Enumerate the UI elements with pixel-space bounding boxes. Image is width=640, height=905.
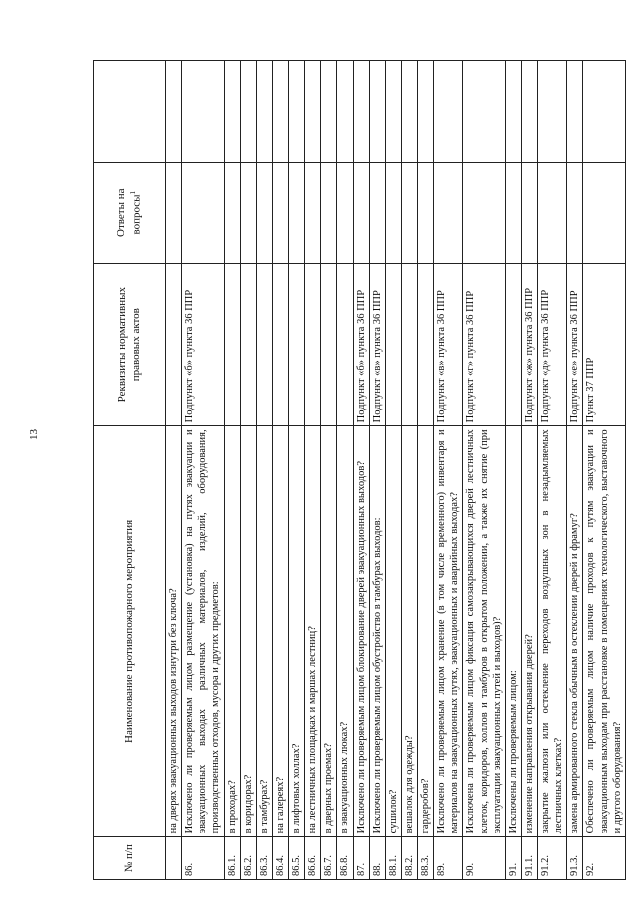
row-answer-cell <box>256 162 272 263</box>
table-row <box>337 61 353 880</box>
row-measure-text: Исключена ли проверяемым лицом фиксация самозакрывающихся дверей лестничных клеток, коридоров, холлов и тамбуров в открытом положении, а также их снятие (при эксплуатации эвакуационных путей и выходов)? <box>463 426 505 837</box>
header-name: Наименование противопожарного мероприятия <box>94 426 166 837</box>
table-row <box>305 61 321 880</box>
row-number: 86.1. <box>224 837 240 880</box>
row-number: 86.7. <box>321 837 337 880</box>
row-answer-cell <box>321 162 337 263</box>
row-measure-text: в эвакуационных люках? <box>337 426 353 837</box>
row-answer-cell <box>240 162 256 263</box>
row-extra-cell <box>434 61 463 163</box>
row-number: 92. <box>583 837 625 880</box>
row-extra-cell <box>224 61 240 163</box>
row-requisites <box>166 264 182 426</box>
row-number: 86.8. <box>337 837 353 880</box>
row-requisites: Подпункт «г» пункта 36 ППР <box>463 264 505 426</box>
row-extra-cell <box>337 61 353 163</box>
table-row <box>463 61 505 880</box>
row-extra-cell <box>182 61 224 163</box>
row-number: 88.2. <box>401 837 417 880</box>
table-row <box>583 61 625 880</box>
table-row <box>321 61 337 880</box>
row-requisites <box>289 264 305 426</box>
row-number: 88.1. <box>385 837 401 880</box>
row-extra-cell <box>538 61 567 163</box>
row-extra-cell <box>166 61 182 163</box>
row-measure-text: закрытие жалюзи или остекление переходов воздушных зон в незадымляемых лестничных клетках? <box>538 426 567 837</box>
header-num: № п/п <box>94 837 166 880</box>
row-answer-cell <box>353 162 369 263</box>
row-measure-text: на дверях эвакуационных выходов изнутри без ключа? <box>166 426 182 837</box>
row-measure-text: в лифтовых холлах? <box>289 426 305 837</box>
row-answer-cell <box>505 162 521 263</box>
row-requisites: Подпункт «в» пункта 36 ППР <box>369 264 385 426</box>
row-number: 91.2. <box>538 837 567 880</box>
row-answer-cell <box>289 162 305 263</box>
table-row <box>434 61 463 880</box>
row-extra-cell <box>463 61 505 163</box>
row-number: 91.1. <box>521 837 537 880</box>
table-row <box>385 61 401 880</box>
row-requisites: Подпункт «д» пункта 36 ППР <box>538 264 567 426</box>
row-extra-cell <box>321 61 337 163</box>
row-requisites <box>337 264 353 426</box>
rotated-page-content <box>93 60 623 880</box>
row-measure-text: гардеробов? <box>418 426 434 837</box>
table-row <box>369 61 385 880</box>
row-extra-cell <box>583 61 625 163</box>
row-requisites <box>401 264 417 426</box>
table-row <box>272 61 288 880</box>
row-requisites: Подпункт «б» пункта 36 ППР <box>353 264 369 426</box>
row-answer-cell <box>272 162 288 263</box>
row-answer-cell <box>583 162 625 263</box>
row-measure-text: в тамбурах? <box>256 426 272 837</box>
row-answer-cell <box>385 162 401 263</box>
row-number: 86.3. <box>256 837 272 880</box>
row-number: 87. <box>353 837 369 880</box>
row-answer-cell <box>418 162 434 263</box>
row-measure-text: замена армированного стекла обычным в остеклении дверей и фрамуг? <box>567 426 583 837</box>
row-answer-cell <box>166 162 182 263</box>
table-row <box>401 61 417 880</box>
row-extra-cell <box>305 61 321 163</box>
row-answer-cell <box>182 162 224 263</box>
row-requisites <box>256 264 272 426</box>
row-number: 91. <box>505 837 521 880</box>
row-requisites <box>272 264 288 426</box>
row-measure-text: на галереях? <box>272 426 288 837</box>
row-answer-cell <box>305 162 321 263</box>
row-requisites <box>418 264 434 426</box>
row-answer-cell <box>463 162 505 263</box>
table-header-row <box>94 61 166 880</box>
row-requisites <box>321 264 337 426</box>
row-measure-text: сушилок? <box>385 426 401 837</box>
header-extra <box>94 61 166 163</box>
row-extra-cell <box>567 61 583 163</box>
header-answers-footnote: 1 <box>128 190 137 195</box>
table-row <box>567 61 583 880</box>
row-measure-text: в коридорах? <box>240 426 256 837</box>
table-row <box>240 61 256 880</box>
row-measure-text: вешалок для одежды? <box>401 426 417 837</box>
table-row <box>289 61 305 880</box>
row-requisites <box>385 264 401 426</box>
row-requisites <box>240 264 256 426</box>
header-answers <box>94 162 166 263</box>
row-measure-text: Исключено ли проверяемым лицом размещение (установка) на путях эвакуации и эвакуационных выходах различных материалов, изделий, оборудования, производственных отходов, мусора и других предметов: <box>182 426 224 837</box>
row-extra-cell <box>418 61 434 163</box>
row-measure-text: Исключено ли проверяемым лицом обустройство в тамбурах выходов: <box>369 426 385 837</box>
row-requisites: Пункт 37 ППР <box>583 264 625 426</box>
header-requisites: Реквизиты нормативных правовых актов <box>94 264 166 426</box>
row-answer-cell <box>567 162 583 263</box>
row-answer-cell <box>337 162 353 263</box>
row-requisites: Подпункт «б» пункта 36 ППР <box>182 264 224 426</box>
row-requisites: Подпункт «ж» пункта 36 ППР <box>521 264 537 426</box>
row-number: 86.5. <box>289 837 305 880</box>
row-measure-text: в проходах? <box>224 426 240 837</box>
row-extra-cell <box>353 61 369 163</box>
row-number: 86. <box>182 837 224 880</box>
row-measure-text: Обеспечено ли проверяемым лицом наличие проходов к путям эвакуации и эвакуационным выходам при расстановке в помещениях технологического, выставочного и другого оборудования? <box>583 426 625 837</box>
row-answer-cell <box>538 162 567 263</box>
row-measure-text: изменение направления открывания дверей? <box>521 426 537 837</box>
row-extra-cell <box>240 61 256 163</box>
table-row <box>505 61 521 880</box>
row-measure-text: на лестничных площадках и маршах лестниц? <box>305 426 321 837</box>
table-row <box>166 61 182 880</box>
row-extra-cell <box>521 61 537 163</box>
checklist-table <box>93 60 626 880</box>
row-extra-cell <box>505 61 521 163</box>
row-number: 88. <box>369 837 385 880</box>
row-requisites <box>305 264 321 426</box>
row-number: 86.4. <box>272 837 288 880</box>
row-measure-text: Исключено ли проверяемым лицом блокирование дверей эвакуационных выходов? <box>353 426 369 837</box>
row-measure-text: Исключены ли проверяемым лицом: <box>505 426 521 837</box>
row-requisites: Подпункт «в» пункта 36 ППР <box>434 264 463 426</box>
row-extra-cell <box>401 61 417 163</box>
row-measure-text: в дверных проемах? <box>321 426 337 837</box>
row-requisites <box>505 264 521 426</box>
row-answer-cell <box>369 162 385 263</box>
table-row <box>224 61 240 880</box>
table-row <box>256 61 272 880</box>
row-extra-cell <box>272 61 288 163</box>
row-extra-cell <box>385 61 401 163</box>
row-requisites <box>224 264 240 426</box>
row-answer-cell <box>224 162 240 263</box>
table-row <box>521 61 537 880</box>
table-row <box>353 61 369 880</box>
header-answers-text: Ответы на вопросы <box>115 188 143 237</box>
row-requisites: Подпункт «е» пункта 36 ППР <box>567 264 583 426</box>
table-row <box>538 61 567 880</box>
row-answer-cell <box>521 162 537 263</box>
row-number <box>166 837 182 880</box>
table-row <box>418 61 434 880</box>
row-extra-cell <box>369 61 385 163</box>
row-number: 91.3. <box>567 837 583 880</box>
row-number: 90. <box>463 837 505 880</box>
row-number: 86.2. <box>240 837 256 880</box>
row-number: 86.6. <box>305 837 321 880</box>
row-answer-cell <box>434 162 463 263</box>
page-number: 13 <box>28 429 40 440</box>
row-measure-text: Исключено ли проверяемым лицом хранение (в том числе временного) инвентаря и материалов на эвакуационных путях, эвакуационных и аварийных выходах? <box>434 426 463 837</box>
row-answer-cell <box>401 162 417 263</box>
row-number: 89. <box>434 837 463 880</box>
row-extra-cell <box>289 61 305 163</box>
row-extra-cell <box>256 61 272 163</box>
row-number: 88.3. <box>418 837 434 880</box>
table-row <box>182 61 224 880</box>
